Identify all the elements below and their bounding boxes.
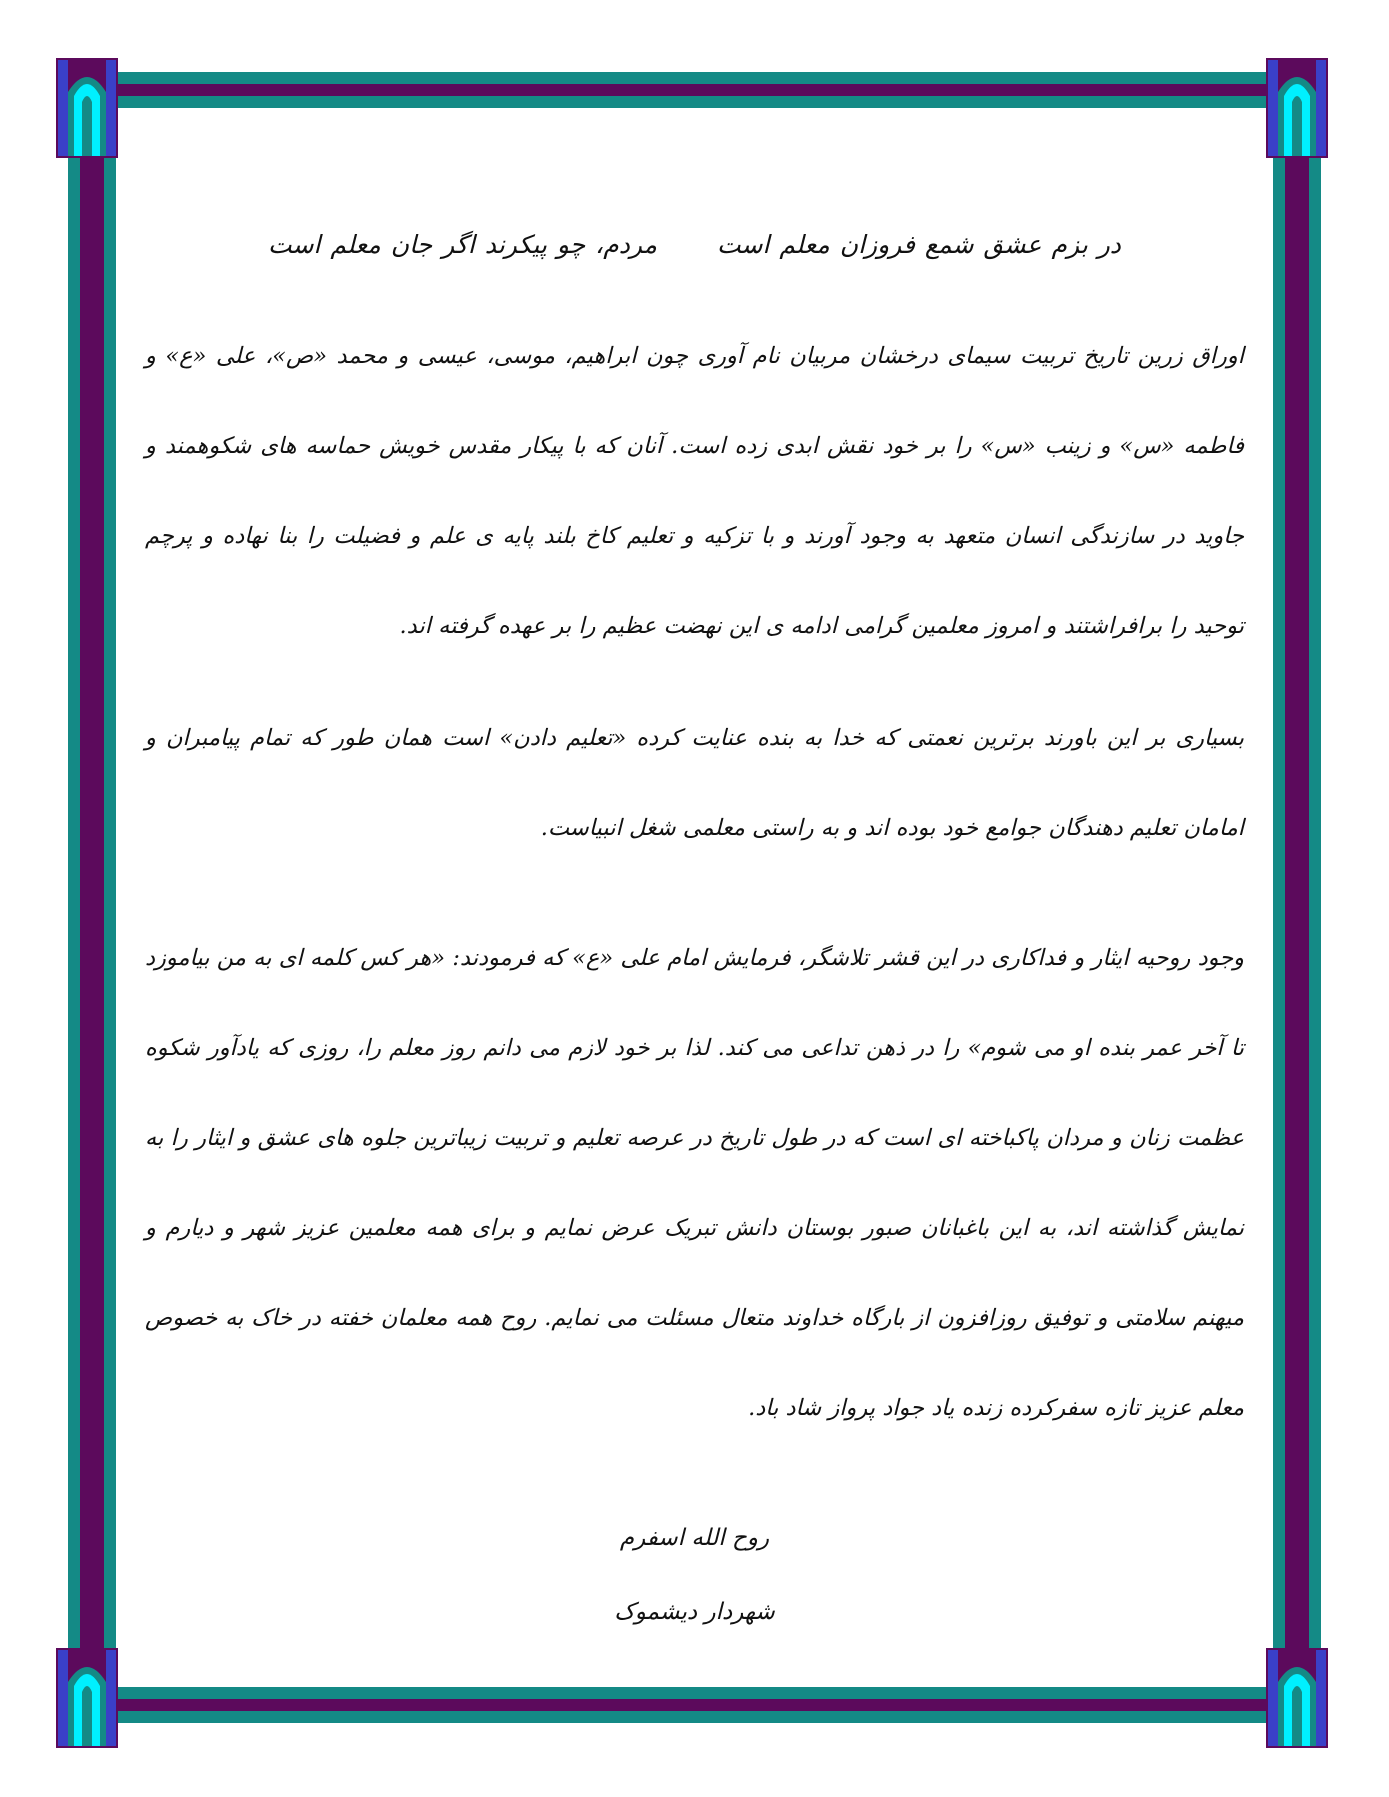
frame-bottom-bar-2 — [80, 1699, 1309, 1711]
frame-top-bar-2 — [80, 84, 1309, 96]
frame-left-bar-3 — [92, 80, 104, 1717]
frame-right-bar-3 — [1297, 80, 1309, 1717]
frame-top-bar-1 — [80, 72, 1309, 84]
frame-top-bar-3 — [80, 96, 1309, 108]
corner-ornament-top-left — [56, 52, 118, 158]
letter-content — [145, 200, 1244, 1625]
frame-right-bar-1 — [1273, 80, 1285, 1717]
frame-left-bar-1 — [68, 80, 80, 1717]
signature-name: روح الله اسفرم — [619, 1525, 770, 1551]
frame-right-bar-2 — [1285, 80, 1297, 1717]
frame-left-bar-2 — [80, 80, 92, 1717]
frame-bottom-bar-1 — [80, 1687, 1309, 1699]
frame-right-bar-4 — [1309, 80, 1321, 1717]
poem-right-hemistich: در بزم عشق شمع فروزان معلم است — [717, 230, 1121, 259]
corner-ornament-bottom-right — [1266, 1642, 1328, 1748]
poem-left-hemistich: مردم، چو پیکرند اگر جان معلم است — [268, 230, 658, 259]
corner-ornament-bottom-left — [56, 1642, 118, 1748]
poem-verse — [145, 230, 1244, 259]
paragraph-2: بسیاری بر این باورند برترین نعمتی که خدا به بنده عنایت کرده «تعلیم دادن» است همان طور که تمام پیامبران و امامان تعلیم دهندگان جوامع خود بوده اند و به راستی معلمی شغل انبیاست. — [145, 725, 1244, 841]
paragraph-3: وجود روحیه ایثار و فداکاری در این قشر تلاشگر، فرمایش امام علی «ع» که فرمودند: «هر کس کلمه ای به من بیاموزد تا آخر عمر بنده او می شوم» را در ذهن تداعی می کند. لذا بر خود لازم می دانم روز معلم را، روزی که یادآور شکوه عظمت زنان و مردان پاکباخته ای است که در طول تاریخ در عرصه تعلیم و تربیت زیباترین جلوه های عشق و ایثار را به نمایش گذاشته اند، به این باغبانان صبور بوستان دانش تبریک عرض نمایم و برای همه معلمین عزیز شهر و دیارم و میهنم سلامتی و توفیق روزافزون از بارگاه خداوند متعال مسئلت می نمایم. روح همه معلمان خفته در خاک به خصوص معلم عزیز تازه سفرکرده زنده یاد جواد پرواز شاد باد. — [145, 945, 1244, 1421]
paragraph-1: اوراق زرین تاریخ تربیت سیمای درخشان مربیان نام آوری چون ابراهیم، موسی، عیسی و محمد «ص»، علی «ع» و فاطمه «س» و زینب «س» را بر خود نقش ابدی زده است. آنان که با پیکار مقدس خویش حماسه های شکوهمند و جاوید در سازندگی انسان متعهد به وجود آورند و با تزکیه و تعلیم کاخ بلند پایه ی علم و فضیلت را بنا نهاده و پرچم توحید را برافراشتند و امروز معلمین گرامی ادامه ی این نهضت عظیم را بر عهده گرفته اند. — [145, 343, 1244, 639]
frame-bottom-bar-3 — [80, 1711, 1309, 1723]
frame-left-bar-4 — [104, 80, 116, 1717]
signature-title: شهردار دیشموک — [614, 1599, 775, 1625]
corner-ornament-top-right — [1266, 52, 1328, 158]
